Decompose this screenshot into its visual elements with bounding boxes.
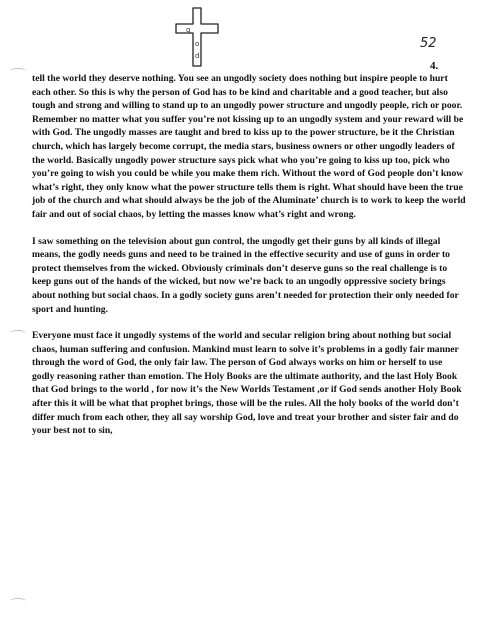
cross-letter: d: [195, 52, 200, 60]
cross-letter: o: [195, 40, 200, 48]
handwritten-page-number: 52: [420, 36, 437, 51]
paragraph: tell the world they deserve nothing. You see an ungodly society does nothing but inspire people to hurt each other. So this is why the person of God has to be kind and charitable and a good teacher, but also tough and strong and willing to stand up to an ungodly power structure and ungodly people, rich or poor. Remember no matter what you suffer you’re not kissing up to an ungodly system and your reward will be with God. The ungodly masses are taught and bred to kiss up to the power structure, be it the Christian church, which has largely become corrupt, the media stars, business owners or other ungodly leaders of the world. Basically ungodly power structure says pick what who you’re going to kiss up too, pick who you’re going to wish you could be while you make them rich. Without the word of God people don’t know what’s right, they only know what the power structure tells them is right. What should have been the true job of the church and what should always be the job of the Aluminate’ church is to work to keep the world fair and out of social chaos, by letting the masses know what’s right and wrong.: [32, 73, 466, 220]
cross-letter: g: [186, 26, 191, 34]
page-number: 4.: [430, 60, 439, 72]
punch-hole-mark: [10, 68, 26, 74]
punch-hole-mark: [10, 330, 26, 336]
hand-drawn-cross-icon: [172, 6, 222, 72]
paragraph: I saw something on the television about gun control, the ungodly get their guns by all kinds of illegal means, the godly needs guns and need to be trained in the effective security and use of guns in order to protect themselves from the wicked. Obviously criminals don’t deserve guns so the real challenge is to keep guns out of the hands of the wicked, but now we’re back to an ungodly oppressive society brings about nothing but social chaos. In a godly society guns aren’t needed for protection their only needed for sport and hunting.: [32, 235, 459, 315]
paragraph: Everyone must face it ungodly systems of the world and secular religion bring about nothing but social chaos, human suffering and confusion. Mankind must learn to solve it’s problems in a godly fair manner through the word of God, the only fair law. The person of God always works on him or herself to use godly reasoning rather than emotion. The Holy Books are the ultimate authority, and the last Holy Book that God brings to the world , for now it’s the New Worlds Testament ,or if God sends another Holy Book after this it will be what that prophet brings, those will be the rules. All the holy books of the world don’t differ much from each other, they all say worship God, love and treat your brother and sister fair and do your best not to sin,: [32, 330, 462, 437]
body-text: [32, 72, 466, 451]
punch-hole-mark: [10, 598, 26, 604]
